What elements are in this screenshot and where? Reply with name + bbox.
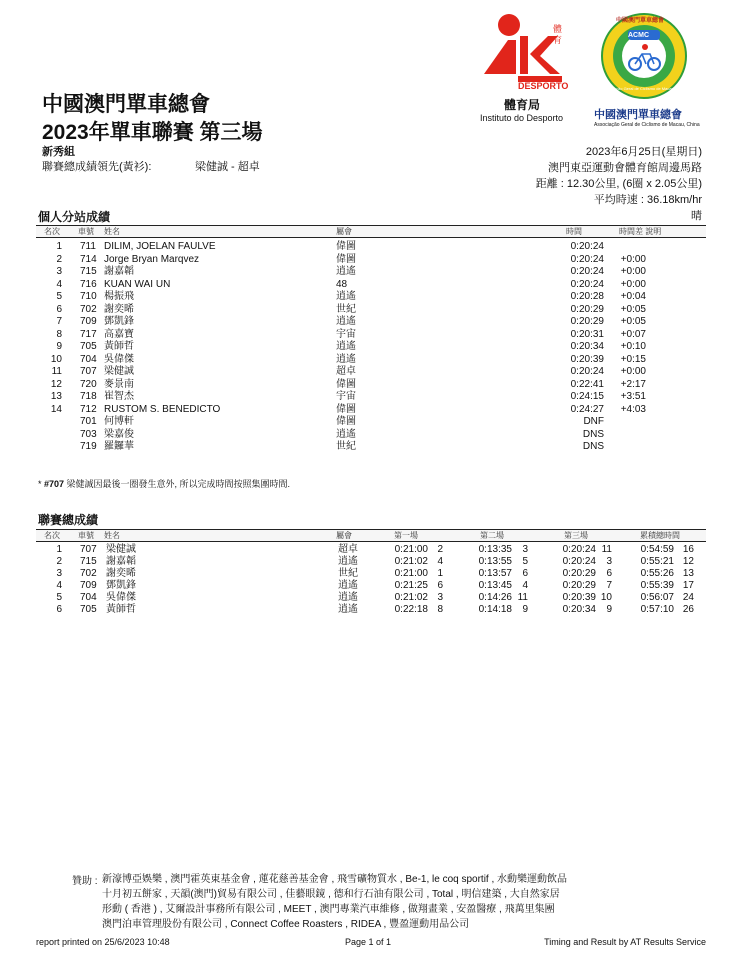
overall-club: 逍遙	[338, 580, 358, 591]
stage-rider-name: DILIM, JOELAN FAULVE	[104, 241, 216, 252]
stage-rank: 9	[56, 341, 62, 352]
stage-gap: +0:05	[620, 303, 646, 315]
stage-time: 0:20:28	[570, 291, 604, 302]
overall-club: 逍遙	[338, 604, 358, 615]
overall-total-time: 0:55:26	[640, 568, 674, 579]
footer-page: Page 1 of 1	[345, 937, 392, 947]
stage-table-row	[36, 404, 706, 415]
stage-rank: 4	[56, 278, 62, 290]
overall-rank: 1	[56, 544, 62, 555]
overall-stage2-points: 3	[522, 544, 528, 555]
race-weather: 晴	[691, 210, 702, 222]
stage-rank: 11	[51, 366, 62, 377]
stage-bib: 701	[80, 416, 97, 427]
stage-bib: 720	[80, 378, 97, 390]
stage-gap: +0:00	[620, 266, 646, 277]
stage-col-name: 姓名	[104, 227, 120, 236]
stage-gap: +3:51	[620, 391, 646, 402]
stage-section-title: 個人分站成績	[38, 210, 111, 224]
stage-time: DNF	[583, 416, 604, 427]
stage-time: DNS	[582, 441, 604, 452]
overall-stage3-time: 0:20:24	[562, 556, 596, 567]
overall-club: 逍遙	[338, 592, 358, 603]
overall-bib: 702	[80, 568, 97, 579]
overall-stage2-time: 0:13:57	[478, 568, 512, 579]
stage-time: 0:22:41	[570, 378, 604, 390]
overall-rider-name: 鄧凱鋒	[106, 580, 136, 591]
overall-rider-name: 謝嘉韜	[106, 556, 136, 567]
desporto-logo	[478, 14, 578, 124]
stage-table-row	[36, 241, 706, 252]
stage-col-no: 車號	[78, 227, 94, 236]
stage-bib: 712	[80, 403, 97, 415]
stage-rider-name: 何博軒	[104, 416, 134, 427]
overall-col-total: 累積總時間	[640, 531, 680, 540]
stage-rank: 13	[50, 391, 62, 402]
overall-stage2-points: 11	[517, 592, 528, 603]
stage-rider-name: 吳偉傑	[104, 353, 134, 365]
overall-col-no: 車號	[78, 531, 94, 540]
overall-table-row	[36, 556, 706, 567]
overall-stage2-points: 4	[522, 580, 528, 591]
stage-gap: +0:04	[620, 291, 646, 302]
overall-total-points: 26	[682, 604, 694, 615]
overall-stage2-points: 9	[522, 604, 528, 615]
stage-rider-name: 黃師哲	[104, 341, 134, 352]
stage-rank: 12	[50, 378, 62, 390]
stage-table-row	[36, 379, 706, 390]
leader-value: 梁健誠 - 超卓	[195, 161, 260, 173]
stage-time: 0:20:24	[570, 253, 604, 265]
stage-rider-name: 謝奕晞	[104, 303, 134, 315]
overall-club: 逍遙	[338, 556, 358, 567]
overall-stage1-points: 1	[437, 568, 443, 579]
overall-stage2-time: 0:13:35	[478, 544, 512, 555]
race-distance: 距離 : 12.30公里, (6圈 x 2.05公里)	[535, 178, 702, 190]
overall-stage3-points: 9	[606, 604, 612, 615]
stage-club: 逍遙	[336, 353, 356, 365]
stage-rank: 7	[56, 316, 62, 327]
overall-col-stage1: 第一場	[394, 531, 418, 540]
stage-rank: 8	[56, 328, 62, 340]
overall-stage2-time: 0:13:55	[478, 556, 512, 567]
stage-club: 偉圖	[336, 403, 356, 415]
stage-club: 逍遙	[336, 341, 356, 352]
stage-gap: +4:03	[620, 403, 646, 415]
overall-col-club: 屬會	[336, 531, 352, 540]
stage-rank: 2	[56, 253, 62, 265]
stage-table-row	[36, 279, 706, 290]
stage-time: 0:20:31	[570, 328, 604, 340]
overall-bib: 704	[80, 592, 97, 603]
stage-bib: 717	[80, 328, 97, 340]
overall-bib: 709	[80, 580, 97, 591]
overall-stage3-time: 0:20:29	[562, 568, 596, 579]
desporto-name: 體育局	[504, 98, 541, 112]
stage-gap: +0:00	[620, 366, 646, 377]
desporto-wordmark: DESPORTO	[518, 81, 569, 91]
overall-stage2-points: 5	[522, 556, 528, 567]
stage-bib: 705	[80, 341, 97, 352]
stage-gap: +0:00	[620, 253, 646, 265]
overall-col-name: 姓名	[104, 531, 120, 540]
stage-table-row	[36, 354, 706, 365]
stage-note-prefix: *	[38, 479, 45, 489]
stage-club: 48	[336, 278, 348, 290]
overall-total-points: 24	[682, 592, 694, 603]
stage-table-row	[36, 254, 706, 265]
sponsor-line: 新濠博亞娛樂 , 澳門霍英東基金會 , 蓮花慈善基金會 , 飛雪礦物質水 , Be-1, le coq sportif , 水動樂運動飲品	[102, 874, 568, 885]
overall-stage1-time: 0:21:00	[394, 568, 428, 579]
stage-bib: 719	[80, 441, 97, 452]
stage-rank: 10	[50, 353, 62, 365]
overall-stage2-time: 0:14:18	[478, 604, 512, 615]
acmc-pt-name: Associação Geral de Ciclismo de Macau, China	[594, 122, 700, 128]
stage-bib: 710	[80, 291, 97, 302]
overall-table-row	[36, 568, 706, 579]
overall-stage1-points: 4	[437, 556, 443, 567]
stage-bib: 714	[80, 253, 97, 265]
stage-table-row	[36, 391, 706, 402]
stage-note-text: 梁健誠因最後一圈發生意外, 所以完成時間按照集團時間.	[64, 479, 291, 489]
overall-stage2-time: 0:14:26	[478, 592, 512, 603]
overall-stage1-points: 6	[437, 580, 443, 591]
stage-bib: 711	[80, 241, 96, 252]
stage-time: 0:20:24	[570, 266, 604, 277]
overall-total-points: 13	[682, 568, 694, 579]
overall-total-time: 0:55:21	[640, 556, 674, 567]
category-label: 新秀組	[42, 146, 75, 158]
page-title-line2: 2023年單車聯賽 第三場	[42, 121, 263, 144]
stage-col-club: 屬會	[336, 227, 352, 236]
stage-club: 逍遙	[336, 266, 356, 277]
overall-rank: 5	[56, 592, 62, 603]
stage-note-bib: #707	[44, 479, 65, 489]
stage-gap: +0:05	[620, 316, 646, 327]
stage-table-header	[36, 225, 706, 238]
sponsor-label: 贊助 :	[72, 876, 98, 887]
footer-printed: report printed on 25/6/2023 10:48	[36, 937, 170, 947]
overall-total-points: 17	[682, 580, 694, 591]
stage-rank: 14	[50, 403, 62, 415]
overall-stage3-points: 7	[606, 580, 612, 591]
desporto-side-text: 體育	[553, 24, 563, 45]
stage-table-row	[36, 266, 706, 277]
overall-stage1-time: 0:22:18	[394, 604, 428, 615]
stage-time: 0:20:29	[570, 303, 604, 315]
overall-stage3-time: 0:20:39	[562, 592, 596, 603]
stage-bib: 702	[80, 303, 97, 315]
sponsor-list	[102, 872, 567, 932]
stage-club: 超卓	[336, 366, 356, 377]
stage-rank: 3	[56, 266, 62, 277]
stage-gap: +0:15	[620, 353, 646, 365]
sponsor-line: 澳門泊車管理股份有限公司 , Connect Coffee Roasters , RIDEA , 豐盈運動用品公司	[102, 919, 470, 930]
overall-bib: 705	[80, 604, 97, 615]
overall-section-title: 聯賽總成績	[38, 513, 99, 527]
overall-total-time: 0:54:59	[640, 544, 674, 555]
stage-table-row	[36, 341, 706, 352]
stage-bib: 715	[80, 266, 97, 277]
race-date: 2023年6月25日(星期日)	[585, 146, 702, 158]
stage-time: 0:24:15	[570, 391, 604, 402]
overall-stage3-points: 10	[600, 592, 612, 603]
stage-club: 世紀	[336, 303, 356, 315]
stage-club: 偉圖	[336, 416, 356, 427]
stage-bib: 718	[80, 391, 97, 402]
overall-stage3-time: 0:20:29	[562, 580, 596, 591]
stage-gap: +2:17	[620, 378, 646, 390]
overall-total-time: 0:57:10	[640, 604, 674, 615]
stage-bib: 716	[80, 278, 97, 290]
overall-stage3-points: 11	[601, 544, 612, 555]
stage-rider-name: KUAN WAI UN	[104, 278, 171, 290]
acmc-name: 中國澳門單車總會	[594, 109, 682, 121]
overall-stage1-time: 0:21:25	[394, 580, 428, 591]
stage-note	[38, 477, 290, 490]
overall-total-time: 0:55:39	[640, 580, 674, 591]
stage-gap: +0:00	[620, 278, 646, 290]
stage-rider-name: RUSTOM S. BENEDICTO	[104, 403, 221, 415]
acmc-logo	[594, 12, 700, 134]
stage-gap: +0:10	[620, 341, 646, 352]
stage-table-row	[36, 329, 706, 340]
desporto-pt-name: Instituto do Desporto	[480, 113, 564, 123]
stage-club: 偉圖	[336, 253, 356, 265]
sponsor-line: 十月初五餅家 , 天韻(澳門)貿易有限公司 , 佳藝眼鏡 , 德和行石油有限公司 , Total , 明信建築 , 大自然家居	[102, 889, 560, 900]
stage-bib: 707	[80, 366, 97, 377]
stage-rider-name: 羅鑼華	[104, 441, 134, 452]
stage-time: 0:20:34	[570, 341, 604, 352]
overall-stage1-points: 8	[437, 604, 443, 615]
overall-col-stage2: 第二場	[480, 531, 504, 540]
overall-rank: 3	[56, 568, 62, 579]
stage-time: 0:20:29	[570, 316, 604, 327]
acmc-ring-text: Associação Geral de Ciclismo de Macau, China	[602, 86, 686, 91]
overall-stage3-time: 0:20:24	[562, 544, 596, 555]
stage-rider-name: 鄧凱鋒	[104, 316, 134, 327]
stage-club: 偉圖	[336, 378, 356, 390]
overall-rank: 6	[56, 604, 62, 615]
stage-rider-name: 謝嘉韜	[104, 266, 134, 277]
stage-table-row	[36, 429, 706, 440]
acmc-top-text: 中國澳門單車總會	[616, 18, 665, 24]
stage-col-time: 時間	[566, 227, 582, 236]
overall-stage2-points: 6	[522, 568, 528, 579]
overall-club: 超卓	[338, 544, 358, 555]
stage-time: 0:24:27	[570, 403, 604, 415]
overall-stage1-time: 0:21:02	[394, 556, 428, 567]
stage-rider-name: 高嘉寶	[104, 328, 134, 340]
race-avg-speed: 平均時速 : 36.18km/hr	[593, 194, 702, 206]
overall-bib: 715	[80, 556, 97, 567]
overall-stage2-time: 0:13:45	[478, 580, 512, 591]
stage-club: 逍遙	[336, 428, 356, 440]
overall-rider-name: 梁健誠	[106, 544, 136, 555]
overall-rank: 2	[56, 556, 62, 567]
stage-club: 宇宙	[336, 328, 356, 340]
overall-table-header	[36, 529, 706, 542]
leader-label: 聯賽總成績領先(黃衫):	[42, 161, 152, 173]
stage-bib: 703	[80, 428, 97, 440]
overall-stage3-time: 0:20:34	[562, 604, 596, 615]
page-title-line1: 中國澳門單車總會	[42, 93, 210, 116]
overall-table-row	[36, 604, 706, 615]
overall-stage3-points: 6	[606, 568, 612, 579]
stage-rider-name: 梁健誠	[104, 366, 134, 377]
stage-gap: +0:07	[620, 328, 646, 340]
overall-rider-name: 黃師哲	[106, 604, 136, 615]
overall-table-row	[36, 592, 706, 603]
stage-rank: 6	[56, 303, 62, 315]
overall-total-time: 0:56:07	[640, 592, 674, 603]
stage-rider-name: 梁嘉俊	[104, 428, 134, 440]
stage-table-row	[36, 416, 706, 427]
stage-col-rank: 名次	[44, 227, 60, 236]
overall-stage1-time: 0:21:00	[394, 544, 428, 555]
overall-col-stage3: 第三場	[564, 531, 588, 540]
overall-table-row	[36, 580, 706, 591]
stage-time: 0:20:24	[570, 241, 604, 252]
stage-time: DNS	[582, 428, 604, 440]
overall-club: 世紀	[338, 568, 358, 579]
stage-rank: 1	[56, 241, 62, 252]
stage-rank: 5	[56, 291, 62, 302]
overall-rider-name: 吳偉傑	[106, 592, 136, 603]
stage-club: 世紀	[336, 441, 356, 452]
overall-bib: 707	[80, 544, 97, 555]
overall-rank: 4	[56, 580, 62, 591]
stage-table-row	[36, 304, 706, 315]
stage-club: 宇宙	[336, 391, 356, 402]
stage-bib: 709	[80, 316, 97, 327]
stage-table-row	[36, 316, 706, 327]
stage-bib: 704	[80, 353, 97, 365]
overall-rider-name: 謝奕晞	[106, 568, 136, 579]
overall-stage1-points: 3	[437, 592, 443, 603]
stage-col-gap: 時間差 說明	[619, 227, 662, 236]
overall-col-rank: 名次	[44, 531, 60, 540]
stage-time: 0:20:39	[570, 353, 604, 365]
stage-rider-name: 楊振飛	[104, 291, 134, 302]
overall-total-points: 12	[682, 556, 694, 567]
sponsor-line: 形動 ( 香港 ) , 艾爾設計事務所有限公司 , MEET , 澳門專業汽車維修 , 做翔畫業 , 安盈醫療 , 飛萬里集團	[102, 904, 555, 915]
overall-total-points: 16	[682, 544, 694, 555]
stage-club: 逍遙	[336, 316, 356, 327]
stage-rider-name: Jorge Bryan Marqvez	[104, 253, 200, 265]
stage-table-row	[36, 291, 706, 302]
stage-rider-name: 崔智杰	[104, 391, 134, 402]
stage-time: 0:20:24	[570, 278, 604, 290]
acmc-badge-text: ACMC	[628, 32, 649, 39]
stage-time: 0:20:24	[570, 366, 604, 377]
stage-rider-name: 麥景南	[104, 378, 134, 390]
stage-club: 逍遙	[336, 291, 356, 302]
stage-table-row	[36, 441, 706, 452]
overall-stage3-points: 3	[606, 556, 612, 567]
overall-table-row	[36, 544, 706, 555]
overall-stage1-time: 0:21:02	[394, 592, 428, 603]
race-venue: 澳門東亞運動會體育館周邊馬路	[548, 162, 702, 174]
footer-credit: Timing and Result by AT Results Service	[544, 937, 706, 947]
overall-stage1-points: 2	[437, 544, 443, 555]
stage-table-row	[36, 366, 706, 377]
stage-club: 偉圖	[336, 241, 356, 252]
